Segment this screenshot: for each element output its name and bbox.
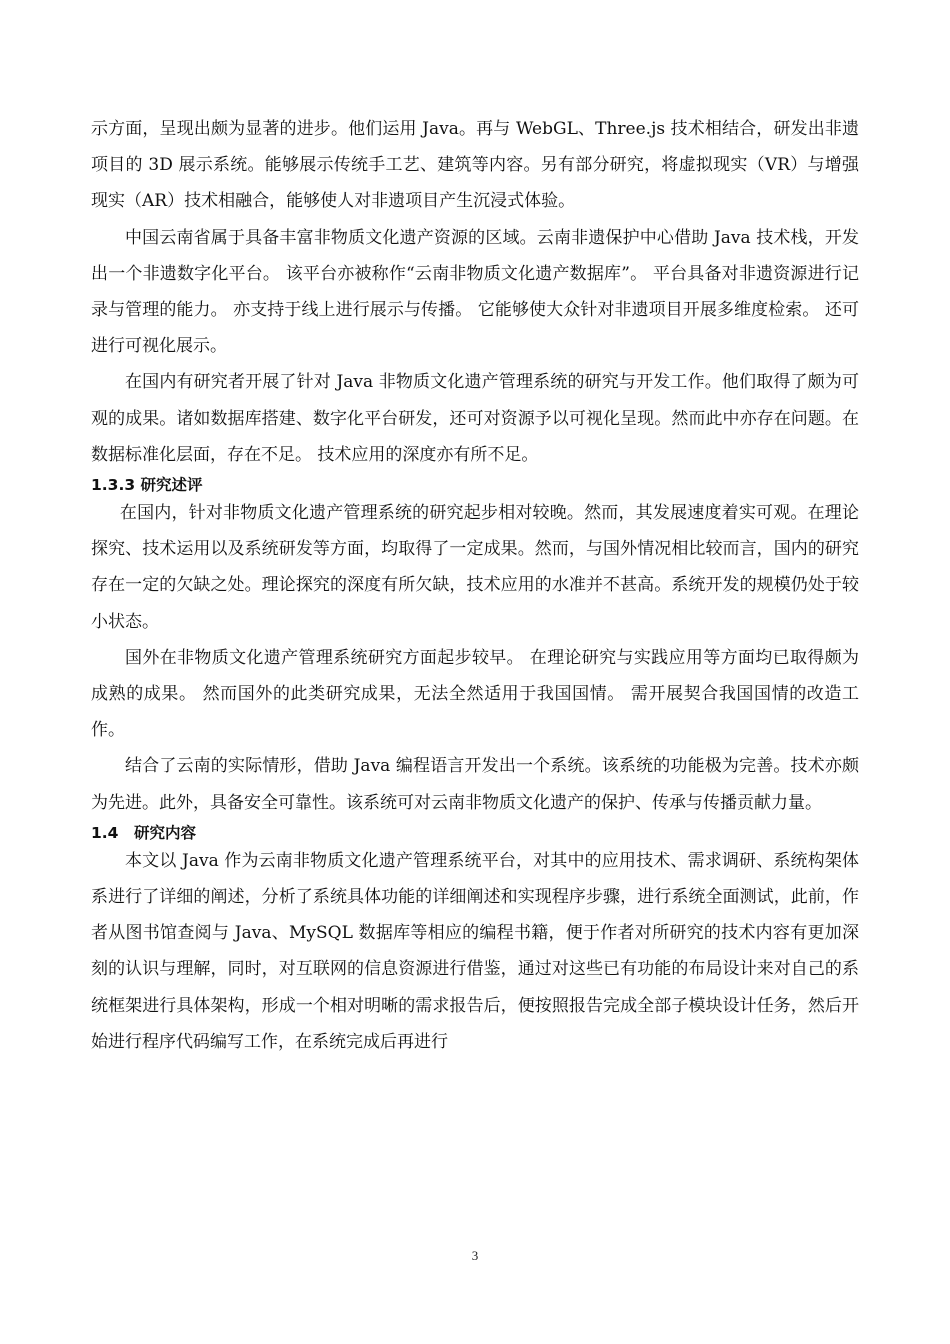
section-heading-1-3-3: 1.3.3 研究述评 [91, 476, 203, 495]
section-heading-1-4: 1.4 研究内容 [91, 823, 196, 842]
paragraph-review-domestic: 在国内，针对非物质文化遗产管理系统的研究起步相对较晚。然而，其发展速度着实可观。在理论探究、技术运用以及系统研发等方面，均取得了一定成果。然而，与国外情况相比较而言，国内的研究存在一定的欠缺之处。理论探究的深度有所欠缺，技术应用的水准并不甚高。系统开发的规模仍处于较小状态。 [91, 503, 859, 632]
paragraph-research-content: 本文以 Java 作为云南非物质文化遗产管理系统平台，对其中的应用技术、需求调研、系统构架体系进行了详细的阐述，分析了系统具体功能的详细阐述和实现程序步骤，进行系统全面测试，此前，作者从图书馆查阅与 Java、MySQL 数据库等相应的编程书籍，便于作者对所研究的技术内容有更加深刻的认识与理解，同时，对互联网的信息资源进行借鉴，通过对这些已有功能的布局设计来对自己的系统框架进行具体架构，形成一个相对明晰的需求报告后，便按照报告完成全部子模块设计任务，然后开始进行程序代码编写工作，在系统完成后再进行 [91, 850, 859, 1052]
paragraph-continuation: 示方面，呈现出颇为显著的进步。他们运用 Java。再与 WebGL、Three.js 技术相结合，研发出非遗项目的 3D 展示系统。能够展示传统手工艺、建筑等内容。另有部分研究，将虚拟现实（VR）与增强现实（AR）技术相融合，能够使人对非遗项目产生沉浸式体验。 [91, 119, 859, 212]
paragraph-review-yunnan: 结合了云南的实际情形，借助 Java 编程语言开发出一个系统。该系统的功能极为完善。技术亦颇为先进。此外，具备安全可靠性。该系统可对云南非物质文化遗产的保护、传承与传播贡献力量。 [91, 756, 859, 813]
paragraph-review-foreign: 国外在非物质文化遗产管理系统研究方面起步较早。 在理论研究与实践应用等方面均已取得颇为成熟的成果。 然而国外的此类研究成果，无法全然适用于我国国情。 需开展契合我国国情的改造工作。 [91, 647, 859, 741]
paragraph-yunnan-platform: 中国云南省属于具备丰富非物质文化遗产资源的区域。云南非遗保护中心借助 Java 技术栈，开发出一个非遗数字化平台。 该平台亦被称作“云南非物质文化遗产数据库”。 平台具备对非遗资源进行记录与管理的能力。 亦支持于线上进行展示与传播。 它能够使大众针对非遗项目开展多维度检索。 还可进行可视化展示。 [91, 227, 860, 357]
paragraph-domestic-research: 在国内有研究者开展了针对 Java 非物质文化遗产管理系统的研究与开发工作。他们取得了颇为可观的成果。诸如数据库搭建、数字化平台研发，还可对资源予以可视化呈现。然而此中亦存在问题。在数据标准化层面，存在不足。 技术应用的深度亦有所不足。 [91, 372, 859, 465]
page-content [91, 111, 859, 1060]
page-number: 3 [471, 1248, 479, 1263]
